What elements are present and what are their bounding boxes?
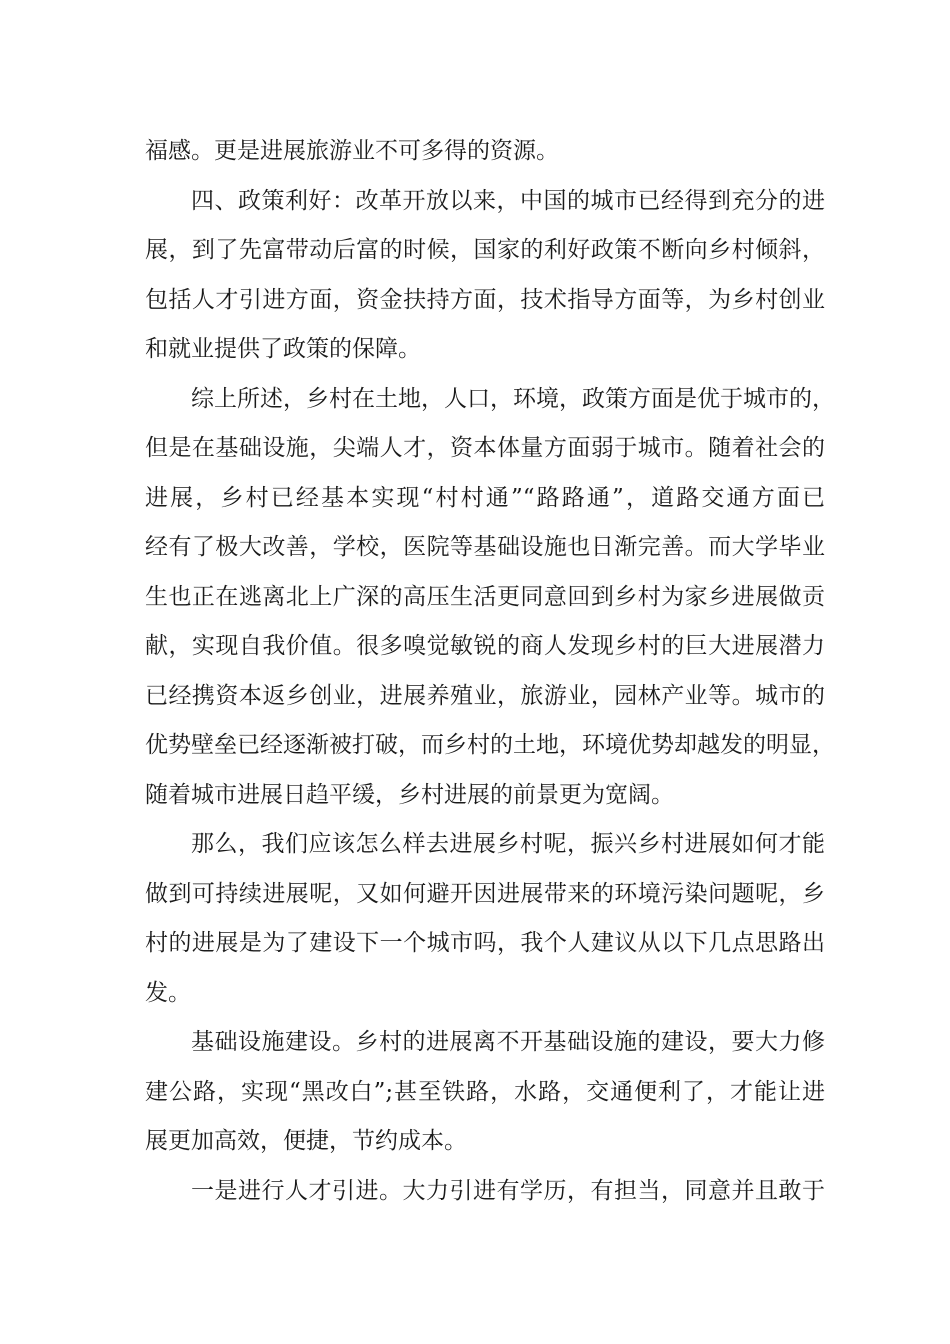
text-line: 优势壁垒已经逐渐被打破，而乡村的土地，环境优势却越发的明显，	[145, 732, 835, 758]
document-body	[145, 127, 835, 1216]
text-line: 发。	[145, 979, 191, 1006]
text-line: 经有了极大改善，学校，医院等基础设施也日渐完善。而大学毕业	[145, 534, 825, 560]
text-line: 已经携资本返乡创业，进展养殖业，旅游业，园林产业等。城市的	[145, 682, 825, 709]
text-line: 基础设施建设。乡村的进展离不开基础设施的建设，要大力修	[191, 1029, 825, 1055]
text-line: 和就业提供了政策的保障。	[145, 336, 421, 362]
text-line: 展更加高效，便捷，节约成本。	[145, 1128, 467, 1154]
text-line: 福感。更是进展旅游业不可多得的资源。	[145, 138, 559, 164]
text-line: 那么，我们应该怎么样去进展乡村呢，振兴乡村进展如何才能	[191, 831, 825, 857]
text-line: 随着城市进展日趋平缓，乡村进展的前景更为宽阔。	[145, 781, 674, 808]
text-line: 一是进行人才引进。大力引进有学历，有担当，同意并且敢于	[191, 1177, 825, 1204]
text-line: 村的进展是为了建设下一个城市吗，我个人建议从以下几点思路出	[145, 930, 825, 956]
text-line: 但是在基础设施，尖端人才，资本体量方面弱于城市。随着社会的	[145, 435, 825, 461]
text-line: 进展，乡村已经基本实现“村村通”“路路通”，道路交通方面已	[145, 484, 825, 511]
text-line: 生也正在逃离北上广深的高压生活更同意回到乡村为家乡进展做贡	[145, 583, 825, 610]
text-line: 献，实现自我价值。很多嗅觉敏锐的商人发现乡村的巨大进展潜力	[145, 633, 825, 659]
text-line: 建公路，实现“黑改白”;甚至铁路，水路，交通便利了，才能让进	[145, 1078, 825, 1105]
text-line: 综上所述，乡村在土地，人口，环境，政策方面是优于城市的，	[191, 385, 835, 412]
text-line: 展，到了先富带动后富的时候，国家的利好政策不断向乡村倾斜，	[145, 237, 825, 263]
text-line: 做到可持续进展呢，又如何避开因进展带来的环境污染问题呢，乡	[145, 880, 825, 907]
text-line: 四、政策利好：改革开放以来，中国的城市已经得到充分的进	[191, 187, 825, 214]
text-line: 包括人才引进方面，资金扶持方面，技术指导方面等，为乡村创业	[145, 286, 825, 313]
